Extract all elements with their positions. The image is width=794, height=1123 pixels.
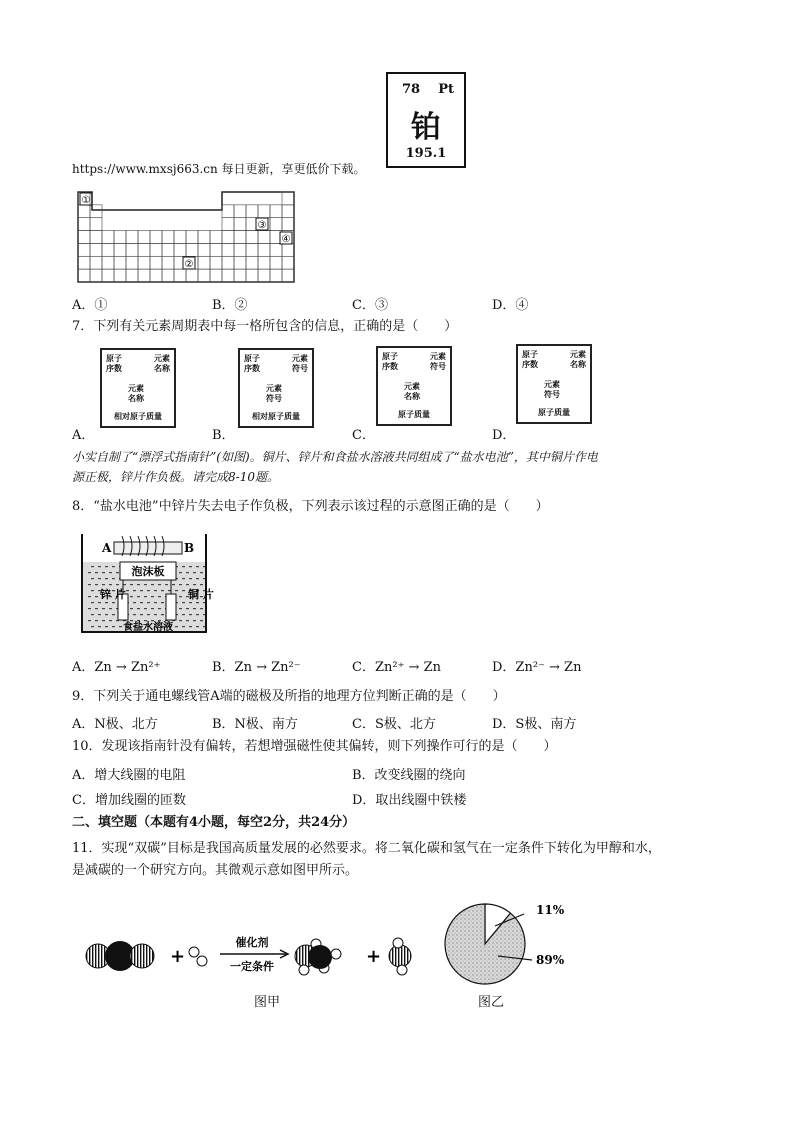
atomic-number: 78	[402, 82, 421, 97]
q6-option-d[interactable]: D．④	[492, 298, 529, 313]
table-cell	[90, 256, 102, 269]
header-line: https://www.mxsj663.cn 每日更新，享更低价下载。	[72, 162, 366, 176]
platinum-element-card	[386, 72, 466, 168]
catalyst-label: 催化剂	[235, 936, 269, 949]
table-cell	[78, 218, 90, 231]
table-cell	[186, 231, 198, 244]
table-cell	[282, 218, 294, 231]
table-cell	[270, 218, 282, 231]
q7-option-a[interactable]: A．	[72, 428, 95, 443]
table-cell	[270, 205, 282, 218]
copper-label: 铜 片	[188, 588, 214, 601]
q7-option-c[interactable]: C．	[352, 428, 375, 443]
table-cell	[222, 269, 234, 282]
table-cell	[222, 231, 234, 244]
foam-board-label: 泡沫板	[131, 565, 165, 578]
table-cell	[78, 269, 90, 282]
table-cell	[114, 231, 126, 244]
table-cell	[234, 231, 246, 244]
q8-option-d[interactable]: D．Zn²⁻ → Zn	[492, 660, 582, 675]
card-atomic-number-label: 原子 序数	[522, 350, 538, 369]
pie-chart	[440, 894, 580, 996]
table-cell	[210, 269, 222, 282]
table-cell	[282, 192, 294, 205]
table-cell	[162, 269, 174, 282]
q7-stem: 7．下列有关元素周期表中每一格所包含的信息，正确的是（ ）	[72, 319, 458, 334]
pie-label-small: 11%	[536, 903, 565, 917]
table-cell	[150, 231, 162, 244]
end-b-label: B	[184, 541, 195, 555]
table-cell	[258, 231, 270, 244]
q8-option-a[interactable]: A．Zn → Zn²⁺	[72, 660, 161, 675]
table-cell	[234, 256, 246, 269]
q11-line-2: 是减碳的一个研究方向。其微观示意如图甲所示。	[72, 863, 359, 878]
compass-battery-figure	[78, 532, 214, 636]
q10-stem: 10．发现该指南针没有偏转，若想增强磁性使其偏转，则下列操作可行的是（ ）	[72, 739, 557, 754]
table-cell	[246, 269, 258, 282]
atomic-mass: 195.1	[405, 146, 447, 161]
table-cell	[246, 256, 258, 269]
table-cell	[270, 243, 282, 256]
q9-option-a[interactable]: A．N极、北方	[72, 717, 158, 732]
table-cell	[282, 269, 294, 282]
q8-option-b[interactable]: B．Zn → Zn²⁻	[212, 660, 301, 675]
section-2-heading: 二、填空题（本题有4小题，每空2分，共24分）	[72, 815, 356, 830]
table-cell	[234, 269, 246, 282]
table-cell	[126, 243, 138, 256]
table-cell	[174, 243, 186, 256]
table-cell	[90, 218, 102, 231]
card-bottom-label: 相对原子质量	[252, 412, 300, 421]
figure-a-caption: 图甲	[254, 995, 281, 1010]
q7-option-d[interactable]: D．	[492, 428, 516, 443]
q9-stem: 9．下列关于通电螺线管A端的磁极及所指的地理方位判断正确的是（ ）	[72, 689, 506, 704]
table-cell	[258, 205, 270, 218]
table-cell	[246, 243, 258, 256]
q7-option-b[interactable]: B．	[212, 428, 235, 443]
table-cell	[198, 231, 210, 244]
table-cell	[198, 243, 210, 256]
figure-b-caption: 图乙	[478, 995, 505, 1010]
q7-card-a	[100, 348, 176, 428]
zinc-label: 锌 片	[100, 588, 126, 601]
table-cell	[282, 256, 294, 269]
table-cell	[126, 231, 138, 244]
solution-label: 食盐水溶液	[123, 622, 173, 633]
table-cell	[258, 269, 270, 282]
card-middle-label: 元素 符号	[544, 380, 560, 399]
table-cell	[270, 256, 282, 269]
q8-stem: 8．“盐水电池”中锌片失去电子作负极，下列表示该过程的示意图正确的是（ ）	[72, 499, 549, 514]
q10-option-a[interactable]: A．增大线圈的电阻	[72, 768, 186, 783]
table-cell	[126, 269, 138, 282]
q7-card-c	[376, 346, 452, 426]
table-cell	[234, 218, 246, 231]
table-cell	[198, 269, 210, 282]
condition-label: 一定条件	[230, 960, 274, 973]
table-cell	[102, 269, 114, 282]
marker-3: ③	[257, 220, 267, 231]
q7-card-d	[516, 344, 592, 424]
card-top-right-label: 元素 符号	[430, 352, 446, 371]
table-cell	[174, 269, 186, 282]
table-cell	[150, 269, 162, 282]
table-cell	[78, 256, 90, 269]
q10-option-d[interactable]: D．取出线圈中铁楼	[352, 793, 467, 808]
table-cell	[78, 231, 90, 244]
q6-option-b[interactable]: B．②	[212, 298, 248, 313]
intro-line-2: 源正极，锌片作负极。请完成8-10题。	[72, 470, 279, 484]
card-atomic-number-label: 原子 序数	[382, 352, 398, 371]
table-cell	[102, 243, 114, 256]
table-cell	[162, 243, 174, 256]
table-cell	[114, 269, 126, 282]
table-cell	[114, 256, 126, 269]
card-middle-label: 元素 符号	[266, 384, 282, 403]
plus-sign: +	[170, 946, 186, 967]
element-symbol: Pt	[438, 82, 454, 97]
periodic-table-outline	[72, 188, 302, 284]
table-cell	[270, 269, 282, 282]
table-cell	[90, 243, 102, 256]
table-cell	[282, 243, 294, 256]
plus-sign-2: +	[366, 946, 382, 967]
card-bottom-label: 原子质量	[538, 408, 570, 417]
table-cell	[234, 243, 246, 256]
card-middle-label: 元素 名称	[128, 384, 144, 403]
table-cell	[102, 256, 114, 269]
table-cell	[150, 243, 162, 256]
table-cell	[210, 256, 222, 269]
table-cell	[282, 205, 294, 218]
element-name: 铂	[411, 110, 441, 145]
q6-option-a[interactable]: A．①	[72, 298, 108, 313]
q8-option-c[interactable]: C．Zn²⁺ → Zn	[352, 660, 441, 675]
table-cell	[234, 205, 246, 218]
card-top-right-label: 元素 符号	[292, 354, 308, 373]
table-cell	[162, 231, 174, 244]
q11-line-1: 11．实现“双碳”目标是我国高质量发展的必然要求。将二氧化碳和氢气在一定条件下转化为甲醇和水，	[72, 841, 661, 856]
card-middle-label: 元素 名称	[404, 382, 420, 401]
pie-label-large: 89%	[536, 953, 565, 967]
pie-slice-large	[445, 904, 525, 984]
q9-option-c[interactable]: C．S极、北方	[352, 717, 436, 732]
table-cell	[210, 243, 222, 256]
table-cell	[126, 256, 138, 269]
table-cell	[78, 205, 90, 218]
table-cell	[186, 243, 198, 256]
table-cell	[246, 231, 258, 244]
card-atomic-number-label: 原子 序数	[106, 354, 122, 373]
table-cell	[114, 243, 126, 256]
card-top-right-label: 元素 名称	[570, 350, 586, 369]
table-cell	[210, 231, 222, 244]
card-bottom-label: 原子质量	[398, 410, 430, 419]
marker-1: ①	[81, 195, 91, 206]
table-cell	[90, 269, 102, 282]
q9-option-b[interactable]: B．N极、南方	[212, 717, 298, 732]
table-cell	[174, 231, 186, 244]
table-cell	[138, 269, 150, 282]
table-cell	[222, 243, 234, 256]
table-cell	[222, 205, 234, 218]
table-cell	[78, 243, 90, 256]
marker-2: ②	[184, 259, 194, 270]
table-cell	[102, 231, 114, 244]
table-cell	[138, 231, 150, 244]
table-cell	[258, 243, 270, 256]
table-cell	[222, 218, 234, 231]
table-cell	[246, 205, 258, 218]
table-cell	[150, 256, 162, 269]
intro-line-1: 小实自制了“漂浮式指南针”(如图)。铜片、锌片和食盐水溶液共同组成了“盐水电池”，其中铜片作电	[72, 450, 598, 464]
table-cell	[90, 231, 102, 244]
card-top-right-label: 元素 名称	[154, 354, 170, 373]
table-cell	[198, 256, 210, 269]
table-cell	[222, 256, 234, 269]
q6-option-c[interactable]: C．③	[352, 298, 388, 313]
q10-option-c[interactable]: C．增加线圈的匝数	[72, 793, 186, 808]
card-atomic-number-label: 原子 序数	[244, 354, 260, 373]
end-a-label: A	[102, 541, 112, 555]
q9-option-d[interactable]: D．S极、南方	[492, 717, 577, 732]
q10-option-b[interactable]: B．改变线圈的绕向	[352, 768, 466, 783]
card-bottom-label: 相对原子质量	[114, 412, 162, 421]
q7-card-b	[238, 348, 314, 428]
table-cell	[258, 256, 270, 269]
reaction-diagram	[80, 928, 430, 988]
table-cell	[138, 256, 150, 269]
table-cell	[138, 243, 150, 256]
table-cell	[186, 269, 198, 282]
table-cell	[162, 256, 174, 269]
marker-4: ④	[281, 234, 291, 245]
